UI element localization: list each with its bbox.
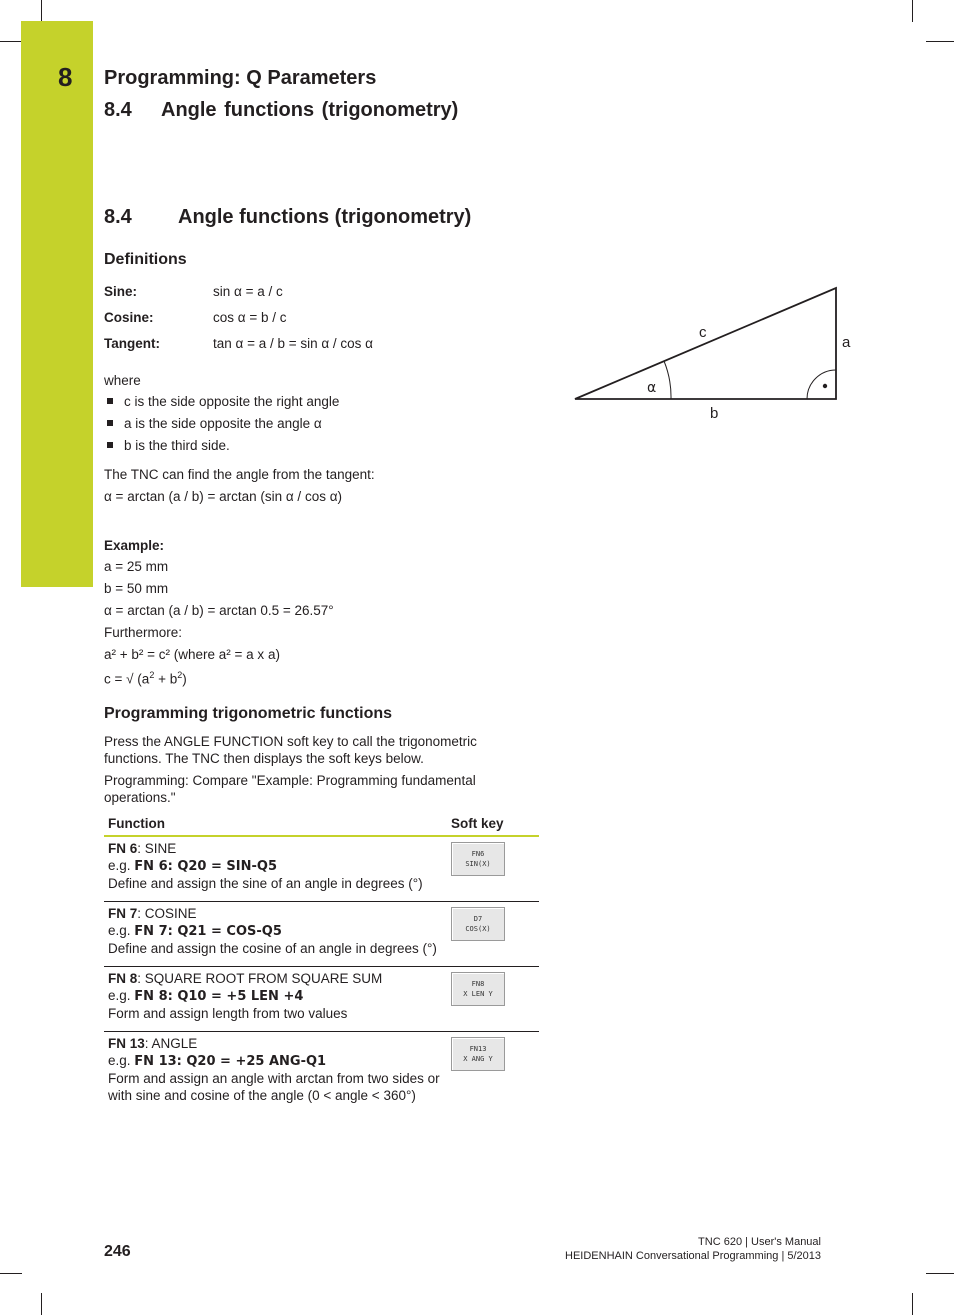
side-a-label: a bbox=[842, 334, 851, 351]
softkey-angle[interactable] bbox=[451, 1037, 505, 1071]
angle-alpha-arc bbox=[664, 361, 671, 399]
list-item: c is the side opposite the right angle bbox=[124, 394, 340, 409]
definition-label: Sine: bbox=[104, 284, 138, 299]
softkey-cell bbox=[447, 1032, 539, 1114]
side-c-label: c bbox=[699, 324, 707, 341]
softkey-line: FN6 bbox=[471, 850, 485, 858]
table-header-row bbox=[104, 814, 539, 836]
function-title bbox=[108, 970, 443, 987]
sqrt-mid: + b bbox=[154, 671, 178, 687]
triangle-shape bbox=[575, 288, 836, 399]
softkey-sine[interactable] bbox=[451, 842, 505, 876]
fn-code: FN 8: Q10 = +5 LEN +4 bbox=[134, 989, 304, 1004]
softkey-line: FN13 bbox=[469, 1045, 487, 1053]
angle-alpha-label: α bbox=[647, 380, 657, 396]
function-description: Define and assign the sine of an angle in degrees (°) bbox=[108, 876, 423, 891]
page-number: 246 bbox=[104, 1243, 131, 1260]
crop-mark bbox=[0, 1273, 22, 1274]
triangle-diagram bbox=[560, 280, 860, 430]
chapter-tab bbox=[21, 21, 93, 587]
chapter-title: Programming: Q Parameters bbox=[104, 67, 377, 89]
table-row bbox=[104, 1032, 539, 1114]
definition-formula: sin α = a / c bbox=[213, 284, 283, 299]
running-section-title bbox=[104, 99, 458, 122]
crop-mark bbox=[912, 0, 913, 22]
function-description: Form and assign an angle with arctan from two sides or with sine and cosine of the angle (0 < angle < 360°) bbox=[108, 1071, 440, 1103]
table-row bbox=[104, 967, 539, 1032]
fn-code: FN 13: Q20 = +25 ANG-Q1 bbox=[134, 1054, 327, 1069]
definition-label: Cosine: bbox=[104, 310, 154, 325]
definition-formula: tan α = a / b = sin α / cos α bbox=[213, 336, 373, 351]
crop-mark bbox=[926, 41, 954, 42]
softkey-cosine[interactable] bbox=[451, 907, 505, 941]
softkey-cell bbox=[447, 902, 539, 967]
programming-paragraph: Press the ANGLE FUNCTION soft key to call the trigonometric functions. The TNC then displays the soft keys below. bbox=[104, 734, 477, 766]
programming-heading: Programming trigonometric functions bbox=[104, 705, 393, 722]
function-example bbox=[108, 922, 443, 940]
crop-mark bbox=[912, 1293, 913, 1315]
function-description: Define and assign the cosine of an angle in degrees (°) bbox=[108, 941, 437, 956]
table-row bbox=[104, 836, 539, 902]
bullet-icon bbox=[107, 442, 113, 448]
function-cell bbox=[104, 836, 447, 902]
function-example bbox=[108, 1052, 443, 1070]
softkey-line: COS(X) bbox=[465, 925, 491, 933]
chapter-number: 8 bbox=[58, 62, 73, 92]
fn-number: FN 6 bbox=[108, 841, 138, 856]
function-title bbox=[108, 1035, 443, 1052]
right-angle-dot bbox=[823, 384, 827, 388]
function-cell bbox=[104, 967, 447, 1032]
eg-prefix: e.g. bbox=[108, 1053, 135, 1068]
side-b-label: b bbox=[710, 405, 719, 422]
running-section-text: Angle functions (trigonometry) bbox=[161, 99, 459, 121]
fn-name: : SINE bbox=[137, 841, 177, 856]
table-row bbox=[104, 902, 539, 967]
footer-info bbox=[565, 1235, 821, 1263]
bullet-icon bbox=[107, 398, 113, 404]
example-line: b = 50 mm bbox=[104, 581, 169, 596]
eg-prefix: e.g. bbox=[108, 988, 135, 1003]
footer-line: HEIDENHAIN Conversational Programming | 5/2013 bbox=[565, 1250, 821, 1262]
definitions-heading: Definitions bbox=[104, 251, 187, 268]
softkey-line: D7 bbox=[473, 915, 483, 923]
tangent-intro: The TNC can find the angle from the tangent: bbox=[104, 467, 375, 482]
function-title bbox=[108, 905, 443, 922]
definition-label: Tangent: bbox=[104, 336, 160, 351]
crop-mark bbox=[41, 0, 42, 22]
example-heading: Example: bbox=[104, 538, 165, 553]
softkey-line: FN8 bbox=[471, 980, 485, 988]
softkey-line: X ANG Y bbox=[463, 1055, 493, 1063]
fn-number: FN 13 bbox=[108, 1036, 145, 1051]
function-cell bbox=[104, 1032, 447, 1114]
right-angle-arc bbox=[807, 370, 836, 399]
function-example bbox=[108, 857, 443, 875]
list-item: a is the side opposite the angle α bbox=[124, 416, 322, 431]
function-cell bbox=[104, 902, 447, 967]
running-section-number: 8.4 bbox=[104, 99, 132, 121]
programming-paragraph: Programming: Compare "Example: Programming fundamental operations." bbox=[104, 773, 476, 805]
softkey-line: X LEN Y bbox=[463, 990, 493, 998]
function-table bbox=[104, 814, 539, 1113]
crop-mark bbox=[0, 41, 22, 42]
sqrt-suffix: ) bbox=[182, 671, 187, 687]
column-header-function: Function bbox=[104, 814, 447, 836]
function-example bbox=[108, 987, 443, 1005]
fn-number: FN 8 bbox=[108, 971, 138, 986]
where-text: where bbox=[104, 373, 141, 388]
column-header-softkey: Soft key bbox=[447, 814, 539, 836]
section-number: 8.4 bbox=[104, 206, 132, 228]
footer-line: TNC 620 | User's Manual bbox=[698, 1236, 821, 1248]
fn-name: : SQUARE ROOT FROM SQUARE SUM bbox=[137, 971, 383, 986]
softkey-cell bbox=[447, 836, 539, 902]
superscript: 2 bbox=[177, 670, 183, 680]
example-line: Furthermore: bbox=[104, 625, 183, 640]
softkey-length[interactable] bbox=[451, 972, 505, 1006]
fn-name: : ANGLE bbox=[144, 1036, 198, 1051]
section-title: Angle functions (trigonometry) bbox=[178, 206, 472, 228]
list-item: b is the third side. bbox=[124, 438, 230, 453]
softkey-line: SIN(X) bbox=[465, 860, 491, 868]
example-line: a = 25 mm bbox=[104, 559, 169, 574]
definition-formula: cos α = b / c bbox=[213, 310, 287, 325]
function-description: Form and assign length from two values bbox=[108, 1006, 348, 1021]
fn-code: FN 7: Q21 = COS-Q5 bbox=[134, 924, 282, 939]
bullet-icon bbox=[107, 420, 113, 426]
eg-prefix: e.g. bbox=[108, 923, 135, 938]
softkey-cell bbox=[447, 967, 539, 1032]
eg-prefix: e.g. bbox=[108, 858, 135, 873]
fn-number: FN 7 bbox=[108, 906, 138, 921]
example-line: α = arctan (a / b) = arctan 0.5 = 26.57° bbox=[104, 603, 334, 618]
crop-mark bbox=[41, 1293, 42, 1315]
crop-mark bbox=[926, 1273, 954, 1274]
superscript: 2 bbox=[149, 670, 155, 680]
tangent-formula: α = arctan (a / b) = arctan (sin α / cos α) bbox=[104, 489, 342, 504]
function-title bbox=[108, 840, 443, 857]
example-sqrt-line bbox=[104, 667, 187, 688]
fn-name: : COSINE bbox=[137, 906, 197, 921]
sqrt-prefix: c = √ (a bbox=[104, 671, 150, 687]
section-heading bbox=[104, 206, 471, 229]
example-line: a² + b² = c² (where a² = a x a) bbox=[104, 647, 280, 662]
fn-code: FN 6: Q20 = SIN-Q5 bbox=[134, 859, 277, 874]
